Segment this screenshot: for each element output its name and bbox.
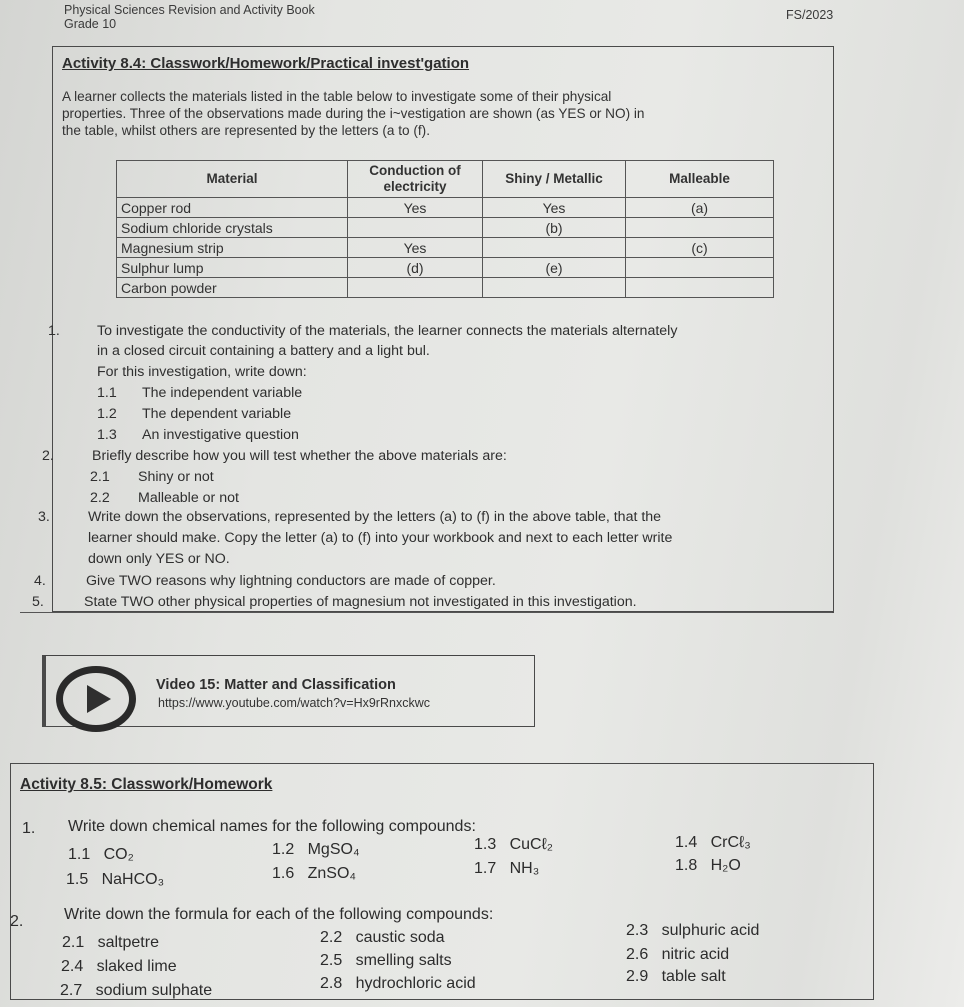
- intro-line: the table, whilst others are represented by the letters (a to (f).: [62, 123, 430, 138]
- table-row: [117, 198, 774, 218]
- document-code: FS/2023: [786, 8, 834, 22]
- grade-label: Grade 10: [64, 17, 117, 31]
- item-text: smelling salts: [355, 952, 452, 969]
- question-3-text-2: learner should make. Copy the letter (a) to (f) into your workbook and next to each letter write: [88, 530, 673, 546]
- cell-conduction: (d): [348, 258, 483, 278]
- compound-item: [626, 922, 759, 940]
- header-conduction: Conduction of electricity: [348, 161, 483, 198]
- question-2-1-text: Shiny or not: [138, 469, 214, 485]
- item-text: hydrochloric acid: [355, 975, 476, 992]
- item-number: 2.4: [61, 958, 84, 975]
- activity-8-4-title: Activity 8.4: Classwork/Homework/Practical invest'gation: [62, 55, 470, 72]
- question-1-2-text: The dependent variable: [142, 406, 292, 422]
- compound-item: [272, 841, 359, 859]
- compound-item: [66, 871, 164, 889]
- divider: [20, 612, 832, 613]
- item-number: 2.9: [626, 968, 649, 985]
- intro-line: properties. Three of the observations made during the i~vestigation are shown (as YES or NO) in: [62, 106, 645, 121]
- compound-item: [272, 865, 356, 883]
- cell-material: Sulphur lump: [117, 258, 348, 278]
- table-row: [117, 258, 774, 278]
- table-header-row: [117, 161, 774, 198]
- intro-line: A learner collects the materials listed in the table below to investigate some of their physical: [62, 89, 612, 104]
- item-number: 2.2: [320, 929, 343, 946]
- cell-conduction: Yes: [348, 238, 483, 258]
- item-text: NaHCO₃: [101, 871, 165, 888]
- cell-malleable: [626, 278, 774, 298]
- a85-question-1-text: Write down chemical names for the following compounds:: [68, 818, 476, 835]
- video-url-link[interactable]: https://www.youtube.com/watch?v=Hx9rRnxckwc: [158, 696, 430, 710]
- item-text: H₂O: [710, 857, 741, 874]
- cell-material: Sodium chloride crystals: [117, 218, 348, 238]
- item-text: CrCℓ₃: [710, 834, 751, 851]
- table-row: [117, 238, 774, 258]
- item-number: 1.4: [675, 834, 698, 851]
- question-1-2-number: 1.2: [97, 406, 117, 422]
- compound-item: [626, 968, 726, 986]
- question-5-number: 5.: [32, 594, 44, 610]
- cell-conduction: [348, 218, 483, 238]
- compound-item: [61, 958, 177, 976]
- item-number: 2.6: [626, 946, 649, 963]
- item-number: 2.7: [60, 982, 83, 999]
- play-triangle-icon: [87, 685, 111, 713]
- item-text: caustic soda: [355, 929, 445, 946]
- compound-item: [60, 982, 212, 1000]
- cell-shiny: Yes: [483, 198, 626, 218]
- question-3-text: Write down the observations, represented by the letters (a) to (f) in the above table, that the: [88, 509, 662, 525]
- compound-item: [675, 834, 751, 852]
- compound-item: [675, 857, 741, 875]
- item-number: 1.8: [675, 857, 698, 874]
- compound-item: [68, 846, 134, 864]
- cell-malleable: (a): [626, 198, 774, 218]
- activity-8-4-intro: [62, 88, 644, 139]
- cell-material: Copper rod: [117, 198, 348, 218]
- question-1-3-text: An investigative question: [142, 427, 299, 443]
- item-number: 1.5: [66, 871, 89, 888]
- item-number: 1.1: [68, 846, 91, 863]
- cell-material: Carbon powder: [117, 278, 348, 298]
- question-2-2-text: Malleable or not: [138, 490, 239, 506]
- item-text: MgSO₄: [307, 841, 360, 858]
- header-material: Material: [117, 161, 348, 198]
- cell-shiny: (b): [483, 218, 626, 238]
- item-number: 1.2: [272, 841, 295, 858]
- item-number: 2.8: [320, 975, 343, 992]
- compound-item: [626, 946, 729, 964]
- item-text: nitric acid: [661, 946, 730, 963]
- item-number: 2.5: [320, 952, 343, 969]
- cell-malleable: [626, 258, 774, 278]
- table-row: [117, 218, 774, 238]
- item-text: ZnSO₄: [307, 865, 356, 882]
- question-4-number: 4.: [34, 573, 46, 589]
- question-1-text-3: For this investigation, write down:: [97, 364, 307, 380]
- cell-malleable: [626, 218, 774, 238]
- a85-question-2-number: 2.: [10, 913, 24, 930]
- table-row: [117, 278, 774, 298]
- item-number: 1.6: [272, 865, 295, 882]
- compound-item: [474, 860, 539, 878]
- question-3-text-3: down only YES or NO.: [88, 551, 230, 567]
- question-4-text: Give TWO reasons why lightning conductors are made of copper.: [86, 573, 496, 589]
- compound-item: [320, 975, 476, 993]
- item-text: slaked lime: [96, 958, 177, 975]
- cell-material: Magnesium strip: [117, 238, 348, 258]
- question-1-text-2: in a closed circuit containing a battery and a light bul.: [97, 343, 430, 359]
- item-text: sodium sulphate: [95, 982, 213, 999]
- observations-table: [116, 160, 774, 298]
- activity-8-5-title: Activity 8.5: Classwork/Homework: [20, 776, 273, 793]
- compound-item: [474, 836, 553, 854]
- video-title: Video 15: Matter and Classification: [156, 677, 396, 693]
- a85-question-1-number: 1.: [22, 820, 36, 837]
- cell-shiny: [483, 278, 626, 298]
- item-text: CuCℓ₂: [509, 836, 553, 853]
- cell-malleable: (c): [626, 238, 774, 258]
- header-shiny: Shiny / Metallic: [483, 161, 626, 198]
- question-1-3-number: 1.3: [97, 427, 117, 443]
- cell-conduction: [348, 278, 483, 298]
- question-1-1-number: 1.1: [97, 385, 117, 401]
- question-2-2-number: 2.2: [90, 490, 110, 506]
- cell-conduction: Yes: [348, 198, 483, 218]
- play-icon[interactable]: [56, 666, 136, 732]
- question-1-number: 1.: [48, 323, 60, 339]
- item-text: CO₂: [103, 846, 134, 863]
- item-number: 1.3: [474, 836, 497, 853]
- question-2-text: Briefly describe how you will test whether the above materials are:: [92, 448, 507, 464]
- compound-item: [62, 934, 159, 952]
- book-title: Physical Sciences Revision and Activity Book: [64, 3, 315, 17]
- item-number: 2.1: [62, 934, 85, 951]
- question-2-1-number: 2.1: [90, 469, 110, 485]
- a85-question-2-text: Write down the formula for each of the following compounds:: [64, 906, 494, 923]
- item-text: table salt: [661, 968, 726, 985]
- cell-shiny: (e): [483, 258, 626, 278]
- question-1-1-text: The independent variable: [142, 385, 303, 401]
- question-2-number: 2.: [42, 448, 54, 464]
- compound-item: [320, 929, 445, 947]
- item-number: 2.3: [626, 922, 649, 939]
- question-1-text: To investigate the conductivity of the materials, the learner connects the materials alternately: [97, 323, 678, 339]
- question-5-text: State TWO other physical properties of magnesium not investigated in this investigation.: [84, 594, 637, 610]
- question-3-number: 3.: [38, 509, 50, 525]
- item-number: 1.7: [474, 860, 497, 877]
- compound-item: [320, 952, 452, 970]
- item-text: NH₃: [509, 860, 540, 877]
- cell-shiny: [483, 238, 626, 258]
- item-text: saltpetre: [97, 934, 159, 951]
- item-text: sulphuric acid: [661, 922, 760, 939]
- header-malleable: Malleable: [626, 161, 774, 198]
